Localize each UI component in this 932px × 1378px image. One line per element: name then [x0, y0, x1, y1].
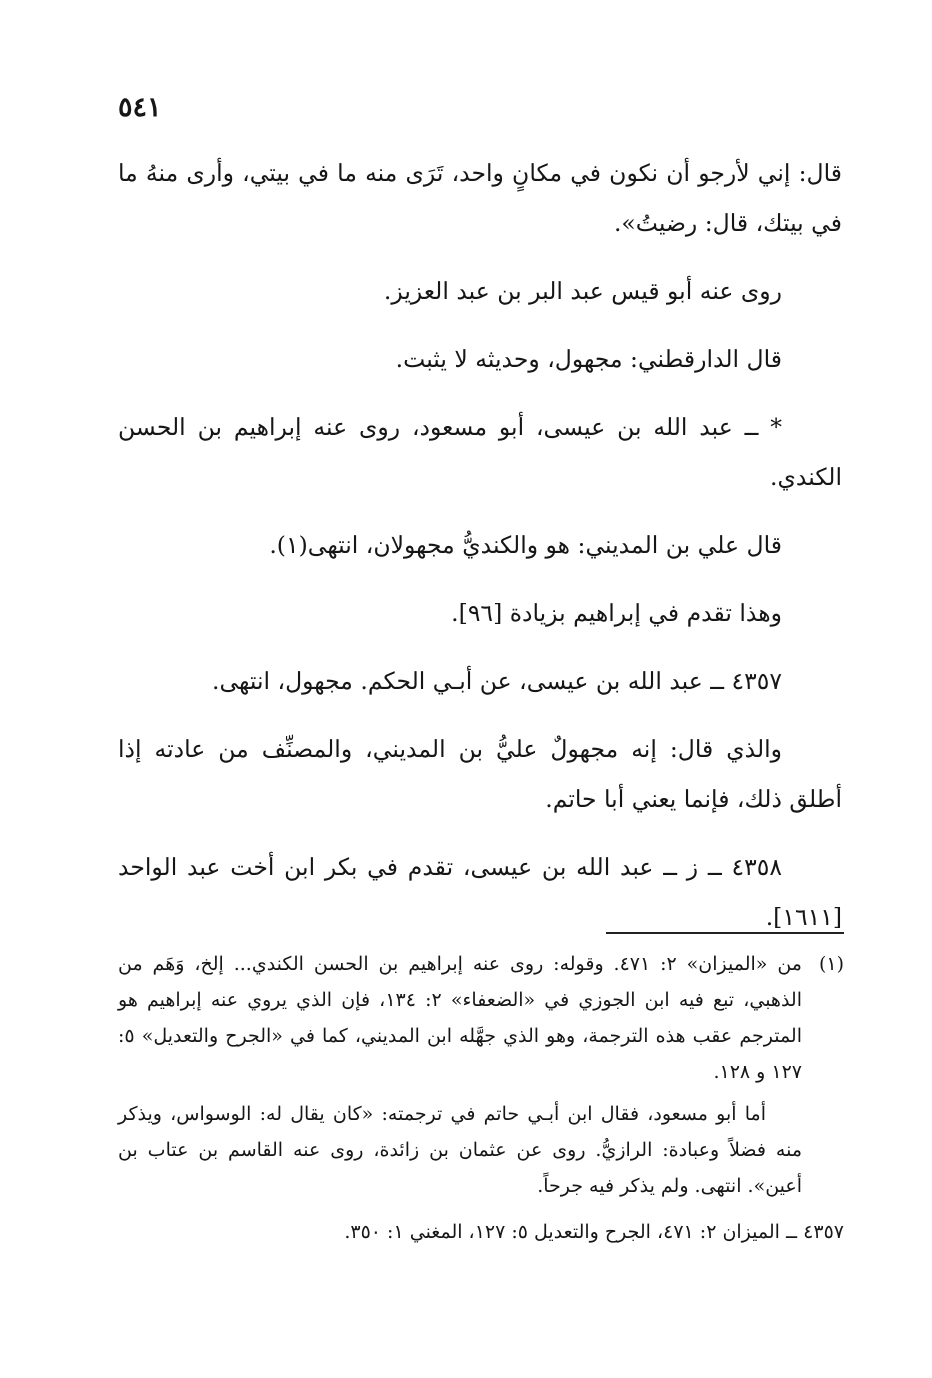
- entry-abu-masud: * ــ عبد الله بن عيسى، أبو مسعود، روى عنه إبراهيم بن الحسن الكندي.: [118, 413, 842, 491]
- footnotes: [118, 946, 844, 1250]
- paragraph-commentary: والذي قال: إنه مجهولٌ عليُّ بن المديني، والمصنِّف من عادته إذا أطلق ذلك، فإنما يعني أبا حاتم.: [118, 735, 842, 813]
- footnote-divider: [606, 932, 844, 934]
- paragraph-cross-reference: وهذا تقدم في إبراهيم بزيادة [٩٦].: [451, 599, 782, 627]
- entry-4357: ٤٣٥٧ ــ عبد الله بن عيسى، عن أبـي الحكم. مجهول، انتهى.: [211, 667, 782, 695]
- entry-4358: ٤٣٥٨ ــ ز ــ عبد الله بن عيسى، تقدم في بكر ابن أخت عبد الواحد [١٦١١].: [118, 853, 842, 931]
- paragraph-ibn-al-madini: قال علي بن المديني: هو والكنديُّ مجهولان، انتهى(١).: [269, 531, 782, 559]
- paragraph-daraqutni: قال الدارقطني: مجهول، وحديثه لا يثبت.: [395, 345, 782, 373]
- footnote-body: [118, 946, 802, 1210]
- footnote-number: (١): [818, 953, 844, 975]
- paragraph-narrator: روى عنه أبو قيس عبد البر بن عبد العزيز.: [383, 277, 782, 305]
- footnote-paragraph: أما أبو مسعود، فقال ابن أبـي حاتم في ترجمته: «كان يقال له: الوسواس، ويذكر منه فضلاً وعبادة: الرازيُّ. روى عن عثمان بن زائدة، روى عنه القاسم بن عتاب بن أعين». انتهى. ولم يذكر فيه جرحاً.: [118, 1103, 802, 1197]
- page-number: ٥٤١: [118, 92, 162, 123]
- footnote-paragraph: من «الميزان» ٢: ٤٧١. وقوله: روى عنه إبراهيم بن الحسن الكندي... إلخ، وَهَم من الذهبي، تبع فيه ابن الجوزي في «الضعفاء» ٢: ١٣٤، فإن الذي يروي عنه إبراهيم هو المترجم عقب هذه الترجمة، وهو الذي جهَّله ابن المديني، كما في «الجرح والتعديل» ٥: ١٢٧ و ١٢٨.: [118, 953, 802, 1083]
- source-note: ٤٣٥٧ ــ الميزان ٢: ٤٧١، الجرح والتعديل ٥: ١٢٧، المغني ١: ٣٥٠.: [344, 1221, 844, 1243]
- footnote-1: [118, 946, 844, 1210]
- paragraph-continuation: قال: إني لأرجو أن نكون في مكانٍ واحد، تَرَى منه ما في بيتي، وأرى منهُ ما في بيتك، قال: رضيتُ».: [118, 159, 842, 237]
- main-text: [118, 148, 842, 960]
